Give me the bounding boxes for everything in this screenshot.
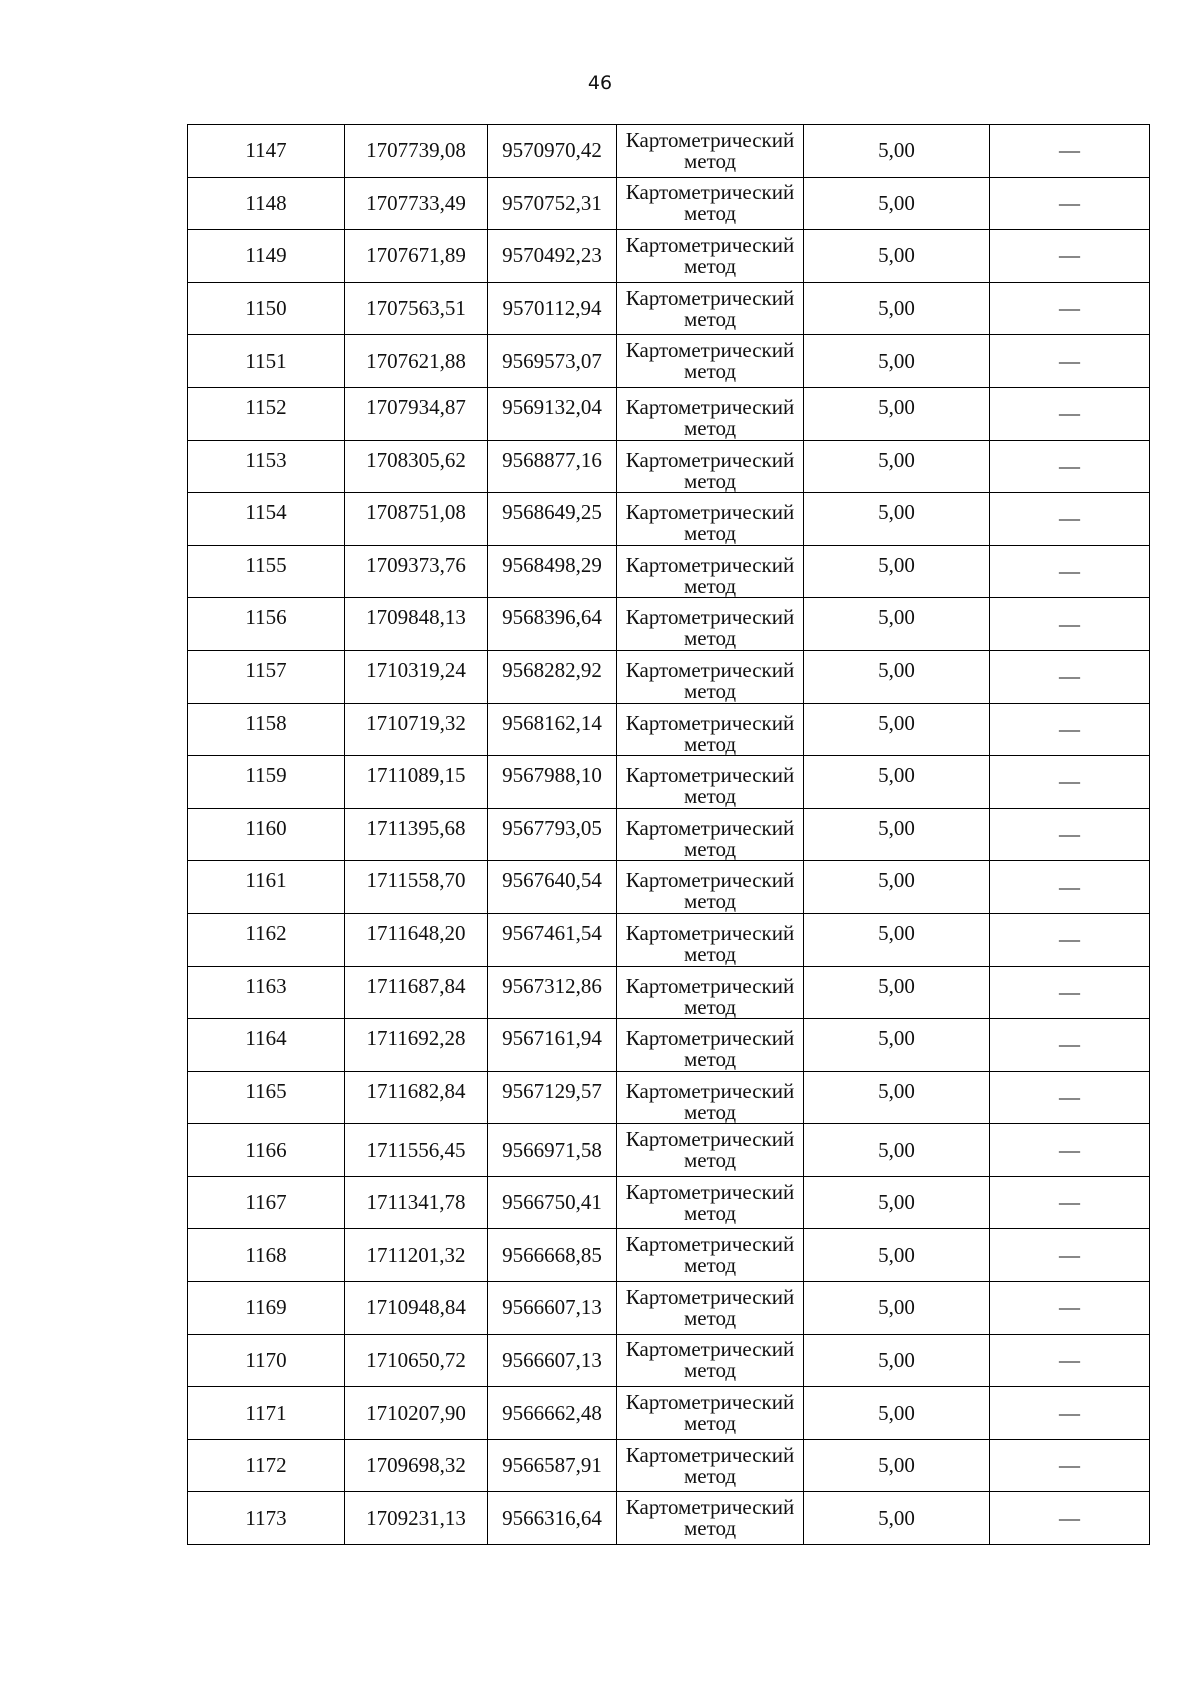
method-line-2: метод [683,941,737,966]
x-coordinate-cell: 1709698,32 [345,1439,488,1492]
y-coordinate-cell: 9568877,16 [488,440,617,493]
point-number-cell: 1164 [188,1019,345,1072]
method-line-1: Картометрический [625,868,795,893]
method-cell [617,230,804,283]
method-line-2: метод [683,678,737,703]
table-row [188,650,1150,703]
method-line-1: Картометрический [625,285,795,310]
table-row [188,703,1150,756]
note-cell: — [990,1124,1150,1177]
method-cell [617,1176,804,1229]
point-number-cell: 1170 [188,1334,345,1387]
accuracy-cell: 5,00 [804,913,990,966]
accuracy-cell: 5,00 [804,1071,990,1124]
note-cell: — [990,598,1150,651]
method-line-1: Картометрический [625,605,795,630]
note-cell: — [990,230,1150,283]
method-line-1: Картометрический [625,394,795,419]
method-line-2: метод [683,306,737,331]
table-row [188,387,1150,440]
table-row [188,1176,1150,1229]
point-number-cell: 1151 [188,335,345,388]
point-number-cell: 1154 [188,493,345,546]
x-coordinate-cell: 1711556,45 [345,1124,488,1177]
method-line-2: метод [683,573,737,598]
accuracy-cell: 5,00 [804,1334,990,1387]
note-cell: — [990,177,1150,230]
point-number-cell: 1157 [188,650,345,703]
method-line-1: Картометрический [625,1390,795,1415]
point-number-cell: 1153 [188,440,345,493]
x-coordinate-cell: 1709373,76 [345,545,488,598]
coordinates-table [187,124,1150,1545]
x-coordinate-cell: 1707671,89 [345,230,488,283]
table-row [188,545,1150,598]
method-line-1: Картометрический [625,1284,795,1309]
y-coordinate-cell: 9566662,48 [488,1387,617,1440]
note-cell: — [990,861,1150,914]
accuracy-cell: 5,00 [804,808,990,861]
table-row [188,230,1150,283]
point-number-cell: 1159 [188,756,345,809]
method-cell [617,1229,804,1282]
y-coordinate-cell: 9567640,54 [488,861,617,914]
table-row [188,756,1150,809]
table-row [188,1019,1150,1072]
table-row [188,1229,1150,1282]
accuracy-cell: 5,00 [804,1439,990,1492]
method-line-1: Картометрический [625,815,795,840]
method-cell [617,1282,804,1335]
method-line-2: метод [683,731,737,756]
accuracy-cell: 5,00 [804,1282,990,1335]
method-cell [617,1019,804,1072]
method-cell [617,861,804,914]
accuracy-cell: 5,00 [804,1019,990,1072]
method-line-2: метод [683,415,737,440]
point-number-cell: 1172 [188,1439,345,1492]
x-coordinate-cell: 1710719,32 [345,703,488,756]
method-line-1: Картометрический [625,552,795,577]
point-number-cell: 1162 [188,913,345,966]
method-line-2: метод [683,994,737,1019]
accuracy-cell: 5,00 [804,387,990,440]
method-cell [617,966,804,1019]
note-cell: — [990,966,1150,1019]
method-line-2: метод [683,1411,737,1436]
table-row [188,913,1150,966]
note-cell: — [990,1492,1150,1545]
x-coordinate-cell: 1707934,87 [345,387,488,440]
x-coordinate-cell: 1711558,70 [345,861,488,914]
point-number-cell: 1166 [188,1124,345,1177]
accuracy-cell: 5,00 [804,493,990,546]
table-body [188,125,1150,1545]
method-cell [617,1124,804,1177]
accuracy-cell: 5,00 [804,756,990,809]
method-line-2: метод [683,889,737,914]
table-row [188,1439,1150,1492]
y-coordinate-cell: 9566750,41 [488,1176,617,1229]
y-coordinate-cell: 9568282,92 [488,650,617,703]
y-coordinate-cell: 9566668,85 [488,1229,617,1282]
y-coordinate-cell: 9567988,10 [488,756,617,809]
note-cell: — [990,1439,1150,1492]
method-line-1: Картометрический [625,1495,795,1520]
y-coordinate-cell: 9570112,94 [488,282,617,335]
y-coordinate-cell: 9566607,13 [488,1282,617,1335]
y-coordinate-cell: 9567129,57 [488,1071,617,1124]
y-coordinate-cell: 9567161,94 [488,1019,617,1072]
table-row [188,177,1150,230]
y-coordinate-cell: 9566971,58 [488,1124,617,1177]
x-coordinate-cell: 1711687,84 [345,966,488,1019]
y-coordinate-cell: 9569132,04 [488,387,617,440]
accuracy-cell: 5,00 [804,1492,990,1545]
x-coordinate-cell: 1709848,13 [345,598,488,651]
table-row [188,282,1150,335]
x-coordinate-cell: 1710650,72 [345,1334,488,1387]
method-cell [617,177,804,230]
method-line-2: метод [683,359,737,384]
table-row [188,1334,1150,1387]
method-cell [617,650,804,703]
method-cell [617,493,804,546]
method-line-2: метод [683,521,737,546]
x-coordinate-cell: 1711201,32 [345,1229,488,1282]
table-row [188,125,1150,178]
point-number-cell: 1171 [188,1387,345,1440]
point-number-cell: 1156 [188,598,345,651]
page-number: 46 [587,72,613,94]
table-row [188,1071,1150,1124]
method-line-1: Картометрический [625,1078,795,1103]
method-line-1: Картометрический [625,920,795,945]
accuracy-cell: 5,00 [804,861,990,914]
accuracy-cell: 5,00 [804,703,990,756]
point-number-cell: 1158 [188,703,345,756]
table-row [188,335,1150,388]
method-line-1: Картометрический [625,1232,795,1257]
accuracy-cell: 5,00 [804,598,990,651]
method-line-1: Картометрический [625,1179,795,1204]
method-cell [617,335,804,388]
method-cell [617,808,804,861]
x-coordinate-cell: 1711341,78 [345,1176,488,1229]
note-cell: — [990,913,1150,966]
method-line-2: метод [683,1148,737,1173]
table-row [188,1124,1150,1177]
y-coordinate-cell: 9569573,07 [488,335,617,388]
method-line-2: метод [683,1305,737,1330]
method-cell [617,282,804,335]
x-coordinate-cell: 1711648,20 [345,913,488,966]
y-coordinate-cell: 9567793,05 [488,808,617,861]
y-coordinate-cell: 9568498,29 [488,545,617,598]
table-row [188,1492,1150,1545]
x-coordinate-cell: 1708751,08 [345,493,488,546]
accuracy-cell: 5,00 [804,177,990,230]
accuracy-cell: 5,00 [804,440,990,493]
note-cell: — [990,1229,1150,1282]
method-line-2: метод [683,1200,737,1225]
x-coordinate-cell: 1707733,49 [345,177,488,230]
accuracy-cell: 5,00 [804,282,990,335]
note-cell: — [990,387,1150,440]
table-row [188,493,1150,546]
table-row [188,598,1150,651]
y-coordinate-cell: 9570752,31 [488,177,617,230]
method-line-1: Картометрический [625,1127,795,1152]
method-line-2: метод [683,201,737,226]
method-line-2: метод [683,468,737,493]
y-coordinate-cell: 9566587,91 [488,1439,617,1492]
method-cell [617,598,804,651]
method-line-1: Картометрический [625,657,795,682]
method-cell [617,1492,804,1545]
method-line-2: метод [683,253,737,278]
method-cell [617,440,804,493]
method-line-1: Картометрический [625,710,795,735]
note-cell: — [990,808,1150,861]
method-cell [617,1439,804,1492]
note-cell: — [990,282,1150,335]
method-line-2: метод [683,1358,737,1383]
accuracy-cell: 5,00 [804,335,990,388]
point-number-cell: 1167 [188,1176,345,1229]
method-line-2: метод [683,1516,737,1541]
point-number-cell: 1173 [188,1492,345,1545]
method-line-1: Картометрический [625,447,795,472]
x-coordinate-cell: 1711089,15 [345,756,488,809]
method-line-2: метод [683,148,737,173]
method-line-2: метод [683,784,737,809]
y-coordinate-cell: 9567312,86 [488,966,617,1019]
method-cell [617,756,804,809]
note-cell: — [990,1071,1150,1124]
note-cell: — [990,440,1150,493]
x-coordinate-cell: 1711692,28 [345,1019,488,1072]
table-row [188,808,1150,861]
y-coordinate-cell: 9570492,23 [488,230,617,283]
accuracy-cell: 5,00 [804,966,990,1019]
note-cell: — [990,650,1150,703]
method-cell [617,545,804,598]
method-cell [617,913,804,966]
method-line-1: Картометрический [625,338,795,363]
point-number-cell: 1150 [188,282,345,335]
note-cell: — [990,703,1150,756]
accuracy-cell: 5,00 [804,545,990,598]
accuracy-cell: 5,00 [804,1387,990,1440]
method-line-1: Картометрический [625,763,795,788]
x-coordinate-cell: 1711395,68 [345,808,488,861]
method-cell [617,1334,804,1387]
y-coordinate-cell: 9567461,54 [488,913,617,966]
accuracy-cell: 5,00 [804,1176,990,1229]
point-number-cell: 1169 [188,1282,345,1335]
x-coordinate-cell: 1711682,84 [345,1071,488,1124]
table-row [188,861,1150,914]
method-line-1: Картометрический [625,180,795,205]
point-number-cell: 1155 [188,545,345,598]
method-line-2: метод [683,1047,737,1072]
note-cell: — [990,493,1150,546]
y-coordinate-cell: 9570970,42 [488,125,617,178]
method-cell [617,387,804,440]
accuracy-cell: 5,00 [804,1229,990,1282]
method-cell [617,125,804,178]
x-coordinate-cell: 1708305,62 [345,440,488,493]
method-line-2: метод [683,836,737,861]
method-line-2: метод [683,626,737,651]
point-number-cell: 1165 [188,1071,345,1124]
x-coordinate-cell: 1709231,13 [345,1492,488,1545]
x-coordinate-cell: 1710319,24 [345,650,488,703]
table-row [188,1282,1150,1335]
note-cell: — [990,1334,1150,1387]
note-cell: — [990,1387,1150,1440]
method-line-2: метод [683,1253,737,1278]
method-line-1: Картометрический [625,1442,795,1467]
y-coordinate-cell: 9568162,14 [488,703,617,756]
note-cell: — [990,125,1150,178]
accuracy-cell: 5,00 [804,650,990,703]
point-number-cell: 1152 [188,387,345,440]
table-row [188,440,1150,493]
y-coordinate-cell: 9566316,64 [488,1492,617,1545]
method-cell [617,703,804,756]
note-cell: — [990,1176,1150,1229]
accuracy-cell: 5,00 [804,1124,990,1177]
note-cell: — [990,756,1150,809]
table-row [188,966,1150,1019]
method-line-1: Картометрический [625,500,795,525]
x-coordinate-cell: 1707621,88 [345,335,488,388]
x-coordinate-cell: 1707563,51 [345,282,488,335]
y-coordinate-cell: 9568649,25 [488,493,617,546]
x-coordinate-cell: 1707739,08 [345,125,488,178]
point-number-cell: 1148 [188,177,345,230]
x-coordinate-cell: 1710207,90 [345,1387,488,1440]
method-line-1: Картометрический [625,232,795,257]
method-cell [617,1071,804,1124]
point-number-cell: 1147 [188,125,345,178]
x-coordinate-cell: 1710948,84 [345,1282,488,1335]
accuracy-cell: 5,00 [804,230,990,283]
method-line-2: метод [683,1099,737,1124]
y-coordinate-cell: 9566607,13 [488,1334,617,1387]
point-number-cell: 1160 [188,808,345,861]
point-number-cell: 1168 [188,1229,345,1282]
method-line-1: Картометрический [625,1337,795,1362]
point-number-cell: 1161 [188,861,345,914]
table-row [188,1387,1150,1440]
point-number-cell: 1163 [188,966,345,1019]
method-line-1: Картометрический [625,973,795,998]
accuracy-cell: 5,00 [804,125,990,178]
y-coordinate-cell: 9568396,64 [488,598,617,651]
method-cell [617,1387,804,1440]
point-number-cell: 1149 [188,230,345,283]
method-line-2: метод [683,1463,737,1488]
note-cell: — [990,335,1150,388]
note-cell: — [990,545,1150,598]
note-cell: — [990,1019,1150,1072]
method-line-1: Картометрический [625,1026,795,1051]
method-line-1: Картометрический [625,127,795,152]
note-cell: — [990,1282,1150,1335]
